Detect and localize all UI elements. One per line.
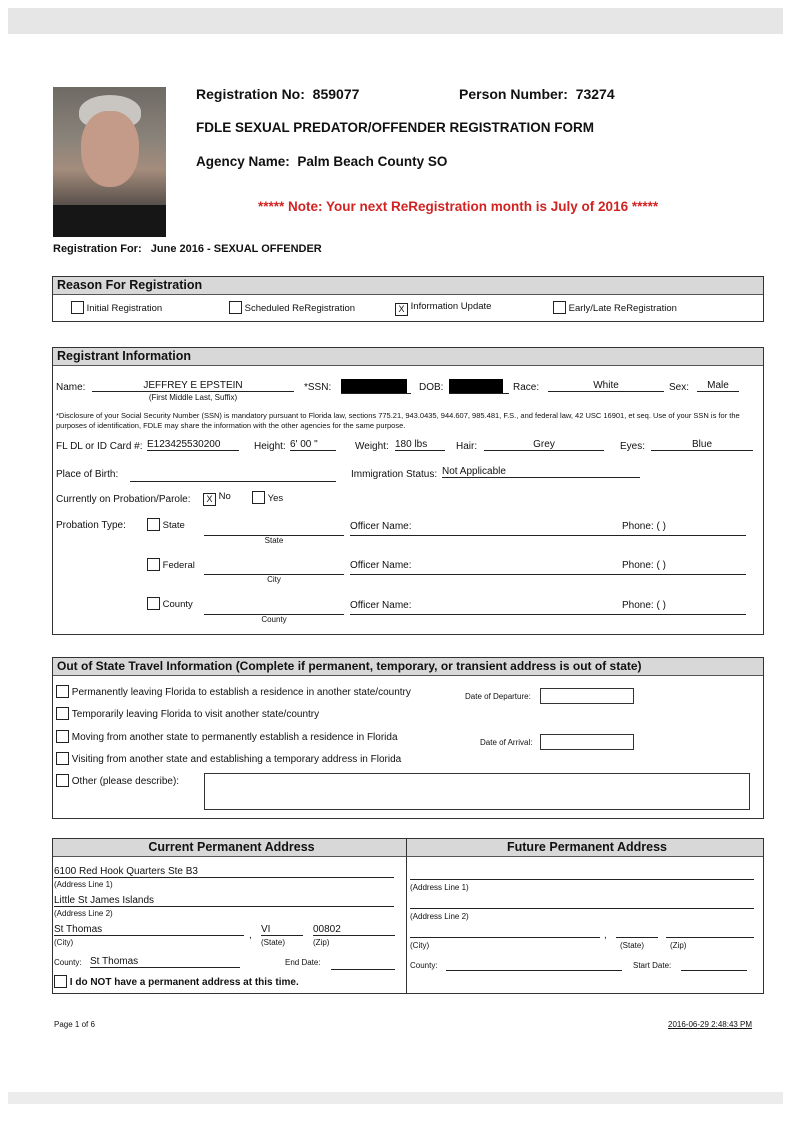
current-zip[interactable]: 00802 [313, 924, 395, 936]
dob-label: DOB: [419, 382, 444, 393]
checkbox-travel-1[interactable] [56, 685, 69, 698]
hair-value[interactable]: Grey [484, 439, 604, 451]
probation-type-federal [147, 558, 195, 574]
registration-number: Registration No: 859077 [196, 86, 360, 102]
departure-input[interactable] [540, 688, 634, 704]
officer-field-3[interactable] [350, 607, 746, 615]
registration-for: Registration For: June 2016 - SEXUAL OFFENDER [53, 243, 322, 255]
probation-yes-label: Yes [267, 493, 284, 504]
height-label: Height: [254, 441, 286, 452]
future-state-label: (State) [620, 941, 645, 950]
travel-option-2-label: Temporarily leaving Florida to visit another state/country [71, 709, 320, 720]
state-label: State [162, 520, 185, 531]
travel-option-5 [56, 774, 179, 790]
birth-field[interactable] [130, 474, 336, 482]
probation-no [203, 491, 231, 506]
officer-label-3: Officer Name: [350, 600, 412, 611]
future-city[interactable] [410, 928, 600, 938]
state-field[interactable] [204, 528, 344, 536]
weight-label: Weight: [355, 441, 389, 452]
future-county-label: County: [410, 961, 438, 970]
officer-field-2[interactable] [350, 567, 746, 575]
eyes-value[interactable]: Blue [651, 439, 753, 451]
registrant-title: Registrant Information [53, 348, 763, 366]
checkbox-probation-no[interactable]: X [203, 493, 216, 506]
checkbox-federal[interactable] [147, 558, 160, 571]
reason-title: Reason For Registration [53, 277, 763, 295]
immigration-label: Immigration Status: [351, 469, 438, 480]
current-address-title: Current Permanent Address [53, 839, 406, 857]
departure-label: Date of Departure: [465, 692, 531, 701]
officer-label-2: Officer Name: [350, 560, 412, 571]
checkbox-travel-2[interactable] [56, 707, 69, 720]
page-number: Page 1 of 6 [54, 1020, 95, 1029]
probation-type-county [147, 597, 193, 613]
probation-no-label: No [218, 491, 231, 502]
no-permanent-address [54, 975, 299, 991]
arrival-label: Date of Arrival: [480, 738, 533, 747]
sex-value[interactable]: Male [697, 380, 739, 392]
dl-label: FL DL or ID Card #: [56, 441, 143, 452]
future-line1-label: (Address Line 1) [410, 883, 469, 892]
scan-edge-bottom [8, 1092, 783, 1104]
label-update: Information Update [410, 301, 492, 312]
probation-label: Currently on Probation/Parole: [56, 494, 191, 505]
no-address-label: I do NOT have a permanent address at this time. [69, 977, 299, 988]
phone-label-3: Phone: ( ) [622, 600, 666, 611]
checkbox-early-late[interactable] [553, 301, 566, 314]
current-county-label: County: [54, 958, 82, 967]
county-label: County [162, 599, 193, 610]
travel-option-4 [56, 752, 401, 768]
person-number: Person Number: 73274 [459, 86, 615, 102]
federal-label: Federal [162, 560, 195, 571]
birth-label: Place of Birth: [56, 469, 119, 480]
future-line2[interactable] [410, 899, 754, 909]
phone-label-2: Phone: ( ) [622, 560, 666, 571]
checkbox-no-address[interactable] [54, 975, 67, 988]
current-line1-label: (Address Line 1) [54, 880, 113, 889]
checkbox-probation-yes[interactable] [252, 491, 265, 504]
travel-option-1-label: Permanently leaving Florida to establish a residence in another state/country [71, 687, 411, 698]
race-label: Race: [513, 382, 540, 393]
probation-type-label: Probation Type: [56, 520, 126, 531]
travel-option-1 [56, 685, 411, 701]
registrant-photo [53, 87, 166, 237]
probation-type-state [147, 518, 185, 534]
name-label: Name: [56, 382, 86, 393]
future-zip[interactable] [666, 928, 754, 938]
name-hint: (First Middle Last, Suffix) [148, 393, 238, 402]
travel-option-3-label: Moving from another state to permanently establish a residence in Florida [71, 732, 398, 743]
future-county[interactable] [446, 962, 622, 971]
start-date-field[interactable] [681, 962, 747, 971]
current-line1[interactable]: 6100 Red Hook Quarters Ste B3 [54, 866, 394, 878]
agency-name: Agency Name: Palm Beach County SO [196, 154, 448, 169]
current-city-label: (City) [54, 938, 74, 947]
label-initial: Initial Registration [86, 303, 163, 314]
start-date-label: Start Date: [633, 961, 672, 970]
eyes-label: Eyes: [620, 441, 646, 452]
form-title: FDLE SEXUAL PREDATOR/OFFENDER REGISTRATION FORM [196, 120, 595, 135]
checkbox-travel-4[interactable] [56, 752, 69, 765]
state-sub-label: State [264, 536, 284, 545]
ssn-label: *SSN: [304, 382, 332, 393]
checkbox-state[interactable] [147, 518, 160, 531]
city-field[interactable] [204, 567, 344, 575]
scan-edge-top [8, 8, 783, 34]
checkbox-travel-5[interactable] [56, 774, 69, 787]
dl-value[interactable]: E123425530200 [147, 439, 239, 451]
other-description-input[interactable] [204, 773, 750, 810]
reregistration-note: ***** Note: Your next ReRegistration month is July of 2016 ***** [258, 199, 659, 214]
sex-label: Sex: [669, 382, 690, 393]
label-scheduled: Scheduled ReRegistration [244, 303, 356, 314]
current-state[interactable]: VI [261, 924, 303, 936]
current-zip-label: (Zip) [313, 938, 330, 947]
checkbox-county[interactable] [147, 597, 160, 610]
travel-title: Out of State Travel Information (Complete if permanent, temporary, or transient address is out of state) [53, 658, 763, 676]
future-state[interactable] [616, 928, 658, 938]
county-sub-label: County [261, 615, 287, 624]
travel-option-5-label: Other (please describe): [71, 776, 180, 787]
end-date-label: End Date: [285, 958, 321, 967]
officer-label-1: Officer Name: [350, 521, 412, 532]
probation-yes [252, 491, 283, 507]
current-city[interactable]: St Thomas [54, 924, 244, 936]
weight-value[interactable]: 180 lbs [395, 439, 445, 451]
current-state-label: (State) [261, 938, 286, 947]
checkbox-scheduled[interactable] [229, 301, 242, 314]
timestamp: 2016-06-29 2:48:43 PM [668, 1020, 753, 1029]
county-field[interactable] [204, 607, 344, 615]
current-line2-label: (Address Line 2) [54, 909, 113, 918]
dob-field[interactable] [449, 378, 509, 394]
travel-option-4-label: Visiting from another state and establishing a temporary address in Florida [71, 754, 402, 765]
address-section [52, 838, 764, 994]
future-line1[interactable] [410, 870, 754, 880]
checkbox-update[interactable]: X [395, 303, 408, 316]
arrival-input[interactable] [540, 734, 634, 750]
future-line2-label: (Address Line 2) [410, 912, 469, 921]
city-sub-label: City [267, 575, 281, 584]
ssn-disclosure: *Disclosure of your Social Security Number (SSN) is mandatory pursuant to Florida law, sections 775.21, 943.0435, 944.607, 985.481, F.S., and federal law, 42 USC 16901, et seq. Use of your SSN is for the purposes of identification, FDLE may share the information with the other agencies for the same purpose. [56, 411, 740, 430]
travel-option-2 [56, 707, 319, 723]
height-value[interactable]: 6' 00 " [290, 439, 336, 451]
city-comma: , [249, 930, 252, 941]
hair-label: Hair: [456, 441, 478, 452]
address-divider [406, 839, 407, 993]
current-county[interactable]: St Thomas [90, 956, 240, 968]
travel-option-3 [56, 730, 398, 746]
future-city-label: (City) [410, 941, 430, 950]
current-line2[interactable]: Little St James Islands [54, 895, 394, 907]
future-city-comma: , [604, 930, 607, 941]
checkbox-initial[interactable] [71, 301, 84, 314]
phone-label-1: Phone: ( ) [622, 521, 666, 532]
future-zip-label: (Zip) [670, 941, 687, 950]
name-value[interactable]: JEFFREY E EPSTEIN [92, 380, 294, 392]
officer-field-1[interactable] [350, 528, 746, 536]
race-value[interactable]: White [548, 380, 664, 392]
future-address-title: Future Permanent Address [407, 839, 763, 857]
label-early-late: Early/Late ReRegistration [568, 303, 677, 314]
end-date-field[interactable] [331, 960, 395, 970]
immigration-value[interactable]: Not Applicable [442, 466, 640, 478]
checkbox-travel-3[interactable] [56, 730, 69, 743]
ssn-field[interactable] [341, 378, 411, 394]
reason-section [52, 276, 764, 322]
